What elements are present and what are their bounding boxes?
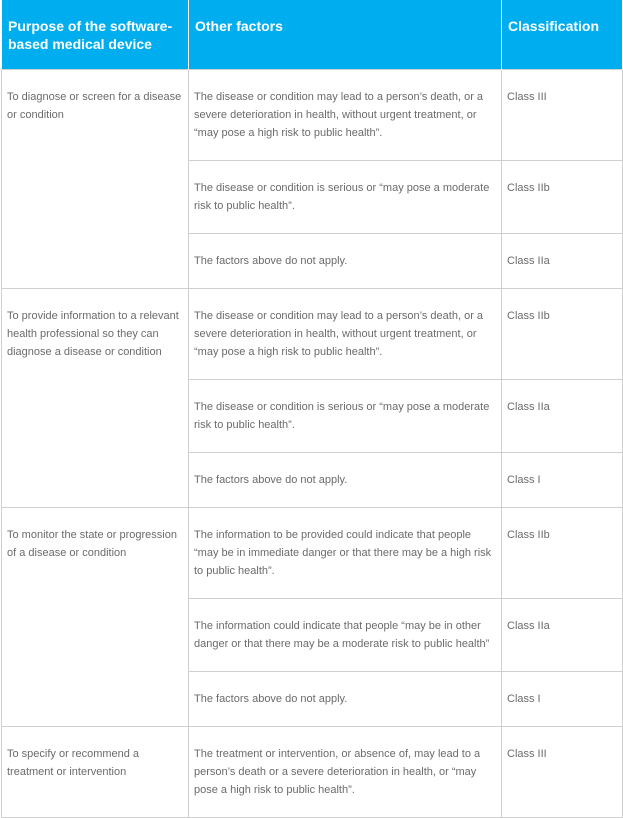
class-cell: Class III xyxy=(502,727,623,818)
factor-cell: The disease or condition is serious or “may pose a moderate risk to public health”. xyxy=(189,380,502,453)
header-row xyxy=(2,0,623,70)
factor-cell: The treatment or intervention, or absence of, may lead to a person’s death or a severe deterioration in health, or “may pose a high risk to public health”. xyxy=(189,727,502,818)
classification-table xyxy=(1,0,623,818)
class-cell: Class IIb xyxy=(502,161,623,234)
purpose-cell: To diagnose or screen for a disease or condition xyxy=(2,70,189,289)
header-purpose: Purpose of the software-based medical device xyxy=(2,0,189,70)
class-cell: Class IIb xyxy=(502,508,623,599)
factor-cell: The factors above do not apply. xyxy=(189,672,502,727)
table-body xyxy=(2,70,623,818)
factor-cell: The factors above do not apply. xyxy=(189,453,502,508)
table-header xyxy=(2,0,623,70)
class-cell: Class IIa xyxy=(502,599,623,672)
class-cell: Class IIb xyxy=(502,289,623,380)
class-cell: Class I xyxy=(502,672,623,727)
factor-cell: The disease or condition may lead to a person’s death, or a severe deterioration in health, without urgent treatment, or “may pose a high risk to public health”. xyxy=(189,70,502,161)
class-cell: Class IIa xyxy=(502,380,623,453)
purpose-cell: To provide information to a relevant health professional so they can diagnose a disease or condition xyxy=(2,289,189,508)
class-cell: Class III xyxy=(502,70,623,161)
factor-cell: The disease or condition may lead to a person’s death, or a severe deterioration in health, without urgent treatment, or “may pose a high risk to public health”. xyxy=(189,289,502,380)
header-other-factors: Other factors xyxy=(189,0,502,70)
table-row xyxy=(2,508,623,599)
table-row xyxy=(2,70,623,161)
class-cell: Class IIa xyxy=(502,234,623,289)
factor-cell: The factors above do not apply. xyxy=(189,234,502,289)
table-row xyxy=(2,289,623,380)
factor-cell: The information to be provided could indicate that people “may be in immediate danger or that there may be a high risk to public health”. xyxy=(189,508,502,599)
header-classification: Classification xyxy=(502,0,623,70)
factor-cell: The information could indicate that people “may be in other danger or that there may be a moderate risk to public health” xyxy=(189,599,502,672)
class-cell: Class I xyxy=(502,453,623,508)
purpose-cell: To monitor the state or progression of a disease or condition xyxy=(2,508,189,727)
purpose-cell: To specify or recommend a treatment or intervention xyxy=(2,727,189,818)
factor-cell: The disease or condition is serious or “may pose a moderate risk to public health”. xyxy=(189,161,502,234)
